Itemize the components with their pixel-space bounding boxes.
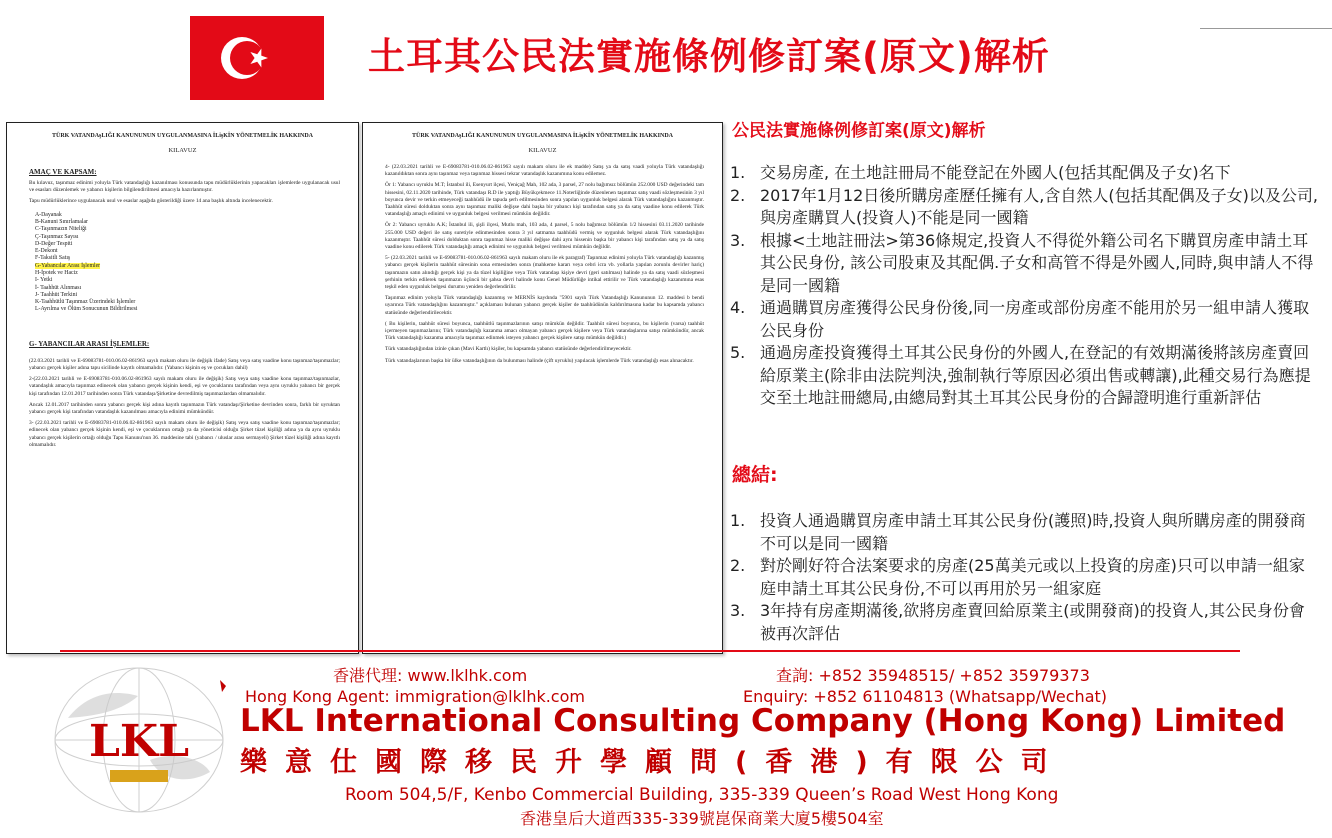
- summary-title: 總結:: [732, 464, 778, 486]
- list-item-text: 2017年1月12日後所購房產歷任擁有人,含自然人(包括其配偶及子女)以及公司,與房產購買人(投資人)不能是同一國籍: [760, 185, 1318, 227]
- list-item: 1. 交易房產, 在土地註冊局不能登記在外國人(包括其配偶及子女)名下: [730, 163, 1231, 182]
- list-item: D-Değer Tespiti: [35, 240, 73, 247]
- agent-website[interactable]: 香港代理: www.lklhk.com: [333, 666, 528, 685]
- list-item: A-Dayanak: [35, 211, 62, 218]
- doc-list: [35, 212, 358, 314]
- list-item: 3. 3年持有房產期滿後,欲將房產賣回給原業主(或開發商)的投資人,其公民身份會被再次評估: [730, 601, 1305, 643]
- footer-divider: [60, 650, 1240, 652]
- list-item-text: 通過購買房產獲得公民身份後,同一房產或部份房產不能用於另一組申請人獲取公民身份: [760, 298, 1310, 340]
- turkey-flag-icon: [190, 16, 324, 100]
- list-item-text: 交易房產, 在土地註冊局不能登記在外國人(包括其配偶及子女)名下: [760, 163, 1231, 182]
- list-item: I- Yetki: [35, 277, 53, 284]
- doc-paragraph: Ancak 12.01.2017 tarihinden sonra yabancı gerçek kişi adına kayıtlı taşınmazın Türk vatandaşı/Şirketine devrinden sonra, farklı bir uyruktan yabancı gerçek kişi tarafından vatandaşlık kazanılması amacıyla edinimi mümkündür.: [29, 401, 340, 415]
- doc-paragraph: Bu kılavuz, taşınmaz edinimi yoluyla Türk vatandaşlığı kazanılması konusunda tapu müdürlüklerinin yapacakları işlemlerde uygulanacak usul ve esasları düzenlemek ve yabancı kişilerin bilgilendirilmesi amacıyla hazırlanmıştır.: [29, 180, 340, 194]
- list-item: J- Taahhüt Terkini: [35, 291, 78, 298]
- list-item: İ- Taahhüt Alınması: [35, 284, 82, 291]
- doc-paragraph: Ör 2: Yabancı uyruklu A.K; İstanbul ili, şişli ilçesi, Mutlu mah, 103 ada, 4 parsel, 5 nolu bağımsız bölümün 1/2 hissesini 03.11.2020 tarihinde 255.000 USD değeri ile satış suretiyle edinmesinden sonra 3 yıl satmama taahhüdü vermiş ve uygunluk belgesi alarak Türk vatandaşlığını kazanmıştır. Taahhüt süresi dolduktan sonra taşınmaz hisse maliki değişse dahi aynı hissenin başka bir yabancı kişi tarafından satış ya da satış vaadine konu edilerek Türk vatandaşlığı amaçlı edinimi ve uygunluk belgesi verilmesi mümkün değildir.: [385, 222, 704, 251]
- doc-paragraph: (22.03.2021 tarihli ve E-69083781-010.06.02-861963 sayılı makam oluru ile değişik ifade) Satış veya satış vaadine konu taşınmaz/taşınmazlar; yabancı gerçek kişiler adına tapu sicilinde kayıtlı olmamalıdır. (Yabancı kişinin eş ve çocukları dahil): [29, 357, 340, 371]
- list-item: L-Ayrılma ve Ölüm Sonucunun Bildirilmesi: [35, 306, 138, 313]
- doc-paragraph: Tapu müdürlüklerince uygulanacak usul ve esaslar aşağıda gösterildiği üzere 14 ana başlık altında incelenecektir.: [29, 198, 273, 205]
- list-item: 5. 通過房產投資獲得土耳其公民身份的外國人,在登記的有效期滿後將該房產賣回給原業主(除非由法院判決,強制執行等原因必須出售或轉讓),此種交易行為應提交至土地註冊總局,由總局對其土耳其公民身份的合歸證明進行重新評估: [730, 343, 1311, 407]
- list-item: B-Kanuni Sınırlamalar: [35, 218, 88, 225]
- list-item-text: 對於剛好符合法案要求的房產(25萬美元或以上投資的房產)只可以申請一組家庭申請土耳其公民身份,不可以再用於另一組家庭: [760, 556, 1305, 598]
- logo-text: LKL: [88, 716, 190, 767]
- list-item: 3. 根據<土地註冊法>第36條規定,投資人不得從外籍公司名下購買房產申請土耳其公民身份, 該公司股東及其配偶.子女和高管不得是外國人,同時,與申請人不得是同一國籍: [730, 230, 1314, 295]
- company-logo: [50, 660, 228, 820]
- document-scan-right: [362, 122, 723, 654]
- company-name-en: LKL International Consulting Company (Hong Kong) Limited: [240, 703, 1286, 739]
- company-name-zh: 樂意仕國際移民升學顧問(香港)有限公司: [240, 747, 1066, 778]
- analysis-title: 公民法實施條例修訂案(原文)解析: [732, 121, 986, 141]
- doc-subtitle: KILAVUZ: [528, 147, 557, 154]
- list-item-text: 根據<土地註冊法>第36條規定,投資人不得從外籍公司名下購買房產申請土耳其公民身份, 該公司股東及其配偶.子女和高管不得是外國人,同時,與申請人不得是同一國籍: [760, 230, 1314, 295]
- list-item-text: 3年持有房產期滿後,欲將房產賣回給原業主(或開發商)的投資人,其公民身份會被再次評估: [760, 601, 1305, 643]
- company-address-zh: 香港皇后大道西335-339號崑保商業大廈5樓504室: [520, 809, 884, 828]
- list-item-text: 通過房產投資獲得土耳其公民身份的外國人,在登記的有效期滿後將該房產賣回給原業主(除非由法院判決,強制執行等原因必須出售或轉讓),此種交易行為應提交至土地註冊總局,由總局對其土耳其公民身份的合歸證明進行重新評估: [760, 343, 1311, 407]
- agent-email[interactable]: Hong Kong Agent: immigration@lklhk.com: [245, 687, 585, 706]
- list-item: F-Taksitli Satış: [35, 255, 71, 262]
- doc-heading: G- YABANCILAR ARASI İŞLEMLER:: [29, 339, 150, 348]
- doc-paragraph: ( Bu kişilerin, taahhüt süresi boyunca, taahhütlü taşınmazlarının satışı mümkün değildir. Taahhüt süresi boyunca, bu kişilerin (varsa) taahhüt içermeyen taşınmazlarını; Türk vatandaşlığı kazanma amacı olmayan yabancı gerçek kişilere veya Türk vatandaşlarına satışı mümkündür, ancak Türk vatandaşlığı kazanma amacıyla taşınmaz edinmek isteyen yabancı gerçek kişilere satışı mümkün değildir.): [385, 320, 704, 342]
- doc-heading: AMAÇ VE KAPSAM:: [29, 168, 97, 176]
- list-item: 2. 對於剛好符合法案要求的房產(25萬美元或以上投資的房產)只可以申請一組家庭申請土耳其公民身份,不可以再用於另一組家庭: [730, 556, 1305, 598]
- doc-title: TÜRK VATANDAşLIĞI KANUNUNUN UYGULANMASINA İLişKİN YÖNETMELİK HAKKINDA: [51, 133, 314, 139]
- page-title: 土耳其公民法實施條例修訂案(原文)解析: [368, 35, 1050, 78]
- list-item-label: G-Yabancılar Arası İşlemler: [35, 262, 101, 269]
- document-scan-left: [6, 122, 359, 654]
- list-item: K-Taahhütlü Taşınmaz Üzerindeki İşlemler: [35, 299, 136, 306]
- list-item: 2. 2017年1月12日後所購房產歷任擁有人,含自然人(包括其配偶及子女)以及公司,與房產購買人(投資人)不能是同一國籍: [730, 185, 1318, 227]
- doc-subtitle: KILAVUZ: [168, 147, 197, 154]
- list-item: Ç-Taşınmaz Sayısı: [35, 233, 79, 240]
- doc-title: TÜRK VATANDAşLIĞI KANUNUNUN UYGULANMASINA İLişKİN YÖNETMELİK HAKKINDA: [411, 133, 674, 139]
- doc-paragraph: Türk vatandaşlığından izinle çıkan (Mavi Kartlı) kişiler, bu kapsamda yabancı statüsünde değerlendirilmeyecektir.: [385, 346, 632, 353]
- doc-paragraph: 3- (22.03.2021 tarihli ve E-69083781-010.06.02-861963 sayılı makam oluru ile değişik) Satış veya satış vaadine konu taşınmaz/taşınmazlar; edinecek olan yabancı gerçek kişinin kendi, eşi ve çocuklarının ortağı ya da yöneticisi olduğu Şirket tüzel kişiliği adına ya da aynı uyruklu yabancı gerçek kişilerin ortağı olduğu Tapu Kanunu'nun 36. maddesine tabi (yabancı / uluslar arası sermayeli) Şirket tüzel kişiliği adına kayıtlı olmamalıdır.: [29, 420, 340, 448]
- divider: [1200, 28, 1332, 29]
- list-item: H-İpotek ve Haciz: [35, 269, 78, 276]
- analysis-list: [730, 162, 1320, 410]
- doc-paragraph: 2-(22.03.2021 tarihli ve E-69083781-010.06.02-861963 sayılı makam oluru ile değişik) Satış veya satış vaadine konu taşınmaz/taşınmazlar, vatandaşlık amacıyla taşınmaz edinecek olan yabancı gerçek kişinin kendi, eşi ve çocuklarını tarafından veya aynı uyruklu yabancı bir gerçek kişi tarafından 12.01.2017 tarihinden sonra Türk vatandaşı/Şirketine devredilmiş taşınmazlardan olmamalıdır.: [29, 376, 340, 397]
- list-item: 4. 通過購買房產獲得公民身份後,同一房產或部份房產不能用於另一組申請人獲取公民身份: [730, 298, 1310, 340]
- highlighted-list-item: [35, 263, 358, 270]
- summary-list: [730, 510, 1320, 645]
- list-item-text: 投資人通過購買房產申請土耳其公民身份(護照)時,投資人與所購房產的開發商不可以是同一國籍: [760, 511, 1306, 553]
- list-item: E-Dekont: [35, 248, 58, 255]
- doc-paragraph: 5- (22.03.2021 tarihli ve E-69083781-010.06.02-861963 sayılı makam oluru ile ek paragraf) Taşınmaz edinimi yoluyla Türk vatandaşlığı kazanmış yabancı gerçek kişilerin taahhüt süresinin sona ermesinden sonra (mahkeme kararı veya cebri icra vb. yollarla yapılan zorunlu devirler hariç) taşınmazın satın alındığı gerçek kişi ya da tüzel kişiliğine veya Türk vatandaşı kişiye devri (geri satılması) halinde ya da satış vaadi sözleşmesi şerhinin terkin edilerek taşınmazın üçüncü bir şahsa devri halinde konu Genel Müdürlüğe intikal ettirilir ve Türk vatandaşlığı kazanımına esas teşkil eden uygunluk belgesi durumu yeniden değerlendirilir.: [385, 255, 704, 291]
- doc-paragraph: Taşınmaz edinim yoluyla Türk vatandaşlığı kazanmış ve MERNİS kaydında "5901 sayılı Türk Vatandaşlığı Kanununun 12. maddesi b bendi uyarınca Türk vatandaşlığını kazanmıştır." açıklaması bulunan yabancı gerçek kişiler de taahhüdünün kaldırılmasına kadar bu kapsamda yabancı statüsünde değerlendirilecektir.: [385, 295, 704, 316]
- doc-paragraph: Türk vatandaşlarının başka bir ülke vatandaşlığının da bulunması halinde (çift uyruklu) yapılacak işlemlerde Türk vatandaşlığı esas alınacaktır.: [385, 357, 694, 364]
- list-item: C-Taşınmazın Niteliği: [35, 226, 87, 233]
- enquiry-phone: 查詢: +852 35948515/ +852 35979373: [776, 666, 1090, 685]
- doc-paragraph: Ör 1: Yabancı uyruklu M.T; İstanbul ili, Esenyurt ilçesi, Yeniçağ Mah, 102 ada, 3 parsel, 27 nolu bağımsız bölümün 252.000 USD değerindeki tam hissesini, 02.11.2020 tarihinde, Türk vatandaşı R.D ile yaptığı Büyükçekmece 11.Noterliğinde düzenlenen taşınmaz satış vaadi sözleşmesinin 3 yıl boyunca devir ve terkin etmeyeceği taahhüdü ile tapuda şerh edilmesinden sonra yapılan uygunluk belgesi alarak Türk vatandaşlığını kazanmıştır. Taahhüt süresi dolduktan sonra aynı taşınmaz maliki değişse dahi başka bir yabancı kişi tarafından satış ya da satış vaadine konu edilerek Türk vatandaşlığı amaçlı edinimi ve uygunluk belgesi verilmesi mümkün değildir.: [385, 182, 704, 218]
- company-address-en: Room 504,5/F, Kenbo Commercial Building, 335-339 Queen’s Road West Hong Kong: [345, 785, 1059, 805]
- doc-paragraph: 4- (22.03.2021 tarihli ve E-69083781-010.06.02-861963 sayılı makam oluru ile ek madde) Satış ya da satış vaadi yoluyla Türk vatandaşlığı kazanıldıktan sonra aynı taşınmaz veya taşınmaz hissesi tekrar vatandaşlık kazanımına konu edilemez.: [385, 164, 704, 178]
- enquiry-whatsapp: Enquiry: +852 61104813 (Whatsapp/Wechat): [743, 687, 1108, 706]
- list-item: 1. 投資人通過購買房產申請土耳其公民身份(護照)時,投資人與所購房產的開發商不可以是同一國籍: [730, 511, 1306, 553]
